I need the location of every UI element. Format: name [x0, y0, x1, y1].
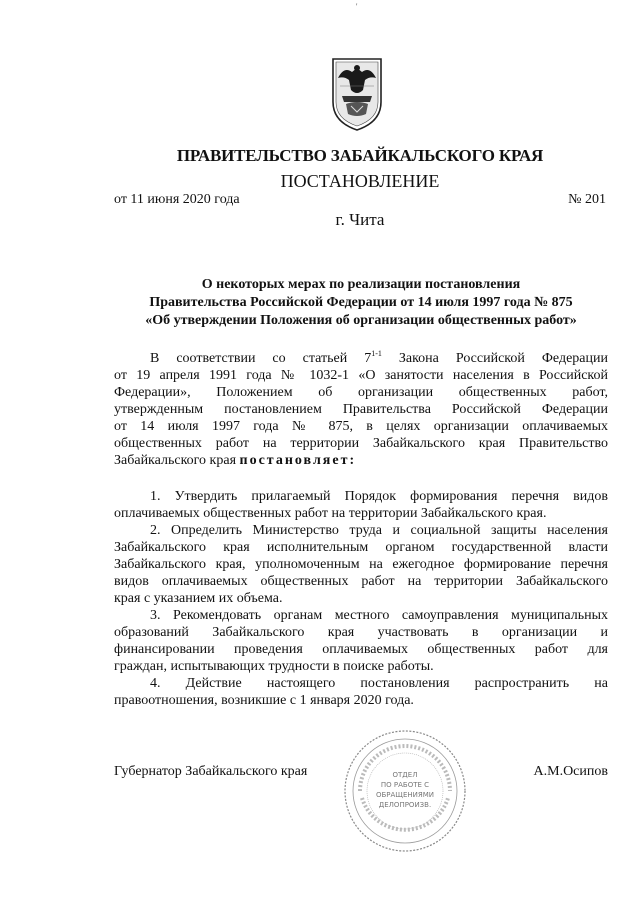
preamble-text: Забайкальского края	[114, 453, 240, 468]
preamble-line: утвержденным постановлением Правительства Российской Федерации	[114, 402, 608, 417]
item-line: 3. Рекомендовать органам местного самоуправления муниципальных	[150, 608, 608, 623]
coat-of-arms-icon	[330, 56, 384, 132]
stamp-text: ОТДЕЛ	[392, 771, 418, 779]
item-line: правоотношения, возникшие с 1 января 2020 года.	[114, 693, 414, 708]
preamble-line: общественных работ на территории Забайкальского края Правительство	[114, 436, 608, 451]
stamp-text: ПО РАБОТЕ С	[380, 781, 430, 789]
preamble-line	[114, 350, 608, 367]
item-line: финансировании проведения оплачиваемых общественных работ для	[114, 642, 608, 657]
item-line: граждан, испытывающих трудности в поиске работы.	[114, 659, 434, 674]
item-line: 1. Утвердить прилагаемый Порядок формирования перечня видов	[150, 489, 608, 504]
stamp-text: ОБРАЩЕНИЯМИ	[375, 791, 435, 799]
decree-word: постановляет:	[239, 453, 357, 468]
preamble-line: от 19 апреля 1991 года № 1032-1 «О занятости населения в Российской	[114, 368, 608, 383]
document-type: ПОСТАНОВЛЕНИЕ	[280, 171, 440, 191]
government-title: ПРАВИТЕЛЬСТВО ЗАБАЙКАЛЬСКОГО КРАЯ	[176, 146, 544, 165]
item-line: края с указанием их объема.	[114, 591, 283, 606]
item-line: Забайкальского края, уполномоченным на ежегодное формирование перечня	[114, 557, 608, 572]
signatory-name: А.М.Осипов	[533, 764, 608, 779]
signatory-role: Губернатор Забайкальского края	[114, 764, 308, 779]
subject-line: «Об утверждении Положения об организации общественных работ»	[145, 313, 577, 328]
decree-items	[114, 488, 608, 709]
decree-item	[114, 522, 608, 607]
decree-item	[114, 675, 608, 709]
document-number: № 201	[568, 192, 606, 207]
preamble-text: В соответствии со статьей 7	[150, 351, 372, 366]
preamble-paragraph	[114, 350, 608, 469]
preamble-text: Закона Российской Федерации	[381, 351, 608, 366]
subject-line: О некоторых мерах по реализации постановления	[201, 277, 521, 292]
document-city: г. Чита	[335, 210, 385, 229]
document-date: от 11 июня 2020 года	[114, 192, 240, 207]
item-line: 2. Определить Министерство труда и социальной защиты населения	[150, 523, 608, 538]
item-line: оплачиваемых общественных работ на территории Забайкальского края.	[114, 506, 547, 521]
article-superscript: 1-1	[371, 349, 382, 358]
item-line: видов оплачиваемых общественных работ на территории Забайкальского	[114, 574, 608, 589]
preamble-line: Федерации», Положением об организации общественных работ,	[114, 385, 608, 400]
item-line: образований Забайкальского края участвовать в организации и	[114, 625, 608, 640]
item-line: Забайкальского края исполнительным органом государственной власти	[114, 540, 608, 555]
stamp-text: ДЕЛОПРОИЗВ.	[378, 801, 432, 809]
preamble-line	[114, 452, 608, 469]
document-subject	[114, 276, 608, 330]
item-line: 4. Действие настоящего постановления распространить на	[150, 676, 608, 691]
official-stamp-icon	[340, 726, 470, 856]
preamble-line: от 14 июля 1997 года № 875, в целях организации оплачиваемых	[114, 419, 608, 434]
decree-item	[114, 488, 608, 522]
decree-item	[114, 607, 608, 675]
scan-mark: '	[356, 2, 358, 11]
subject-line: Правительства Российской Федерации от 14 июля 1997 года № 875	[149, 295, 573, 310]
